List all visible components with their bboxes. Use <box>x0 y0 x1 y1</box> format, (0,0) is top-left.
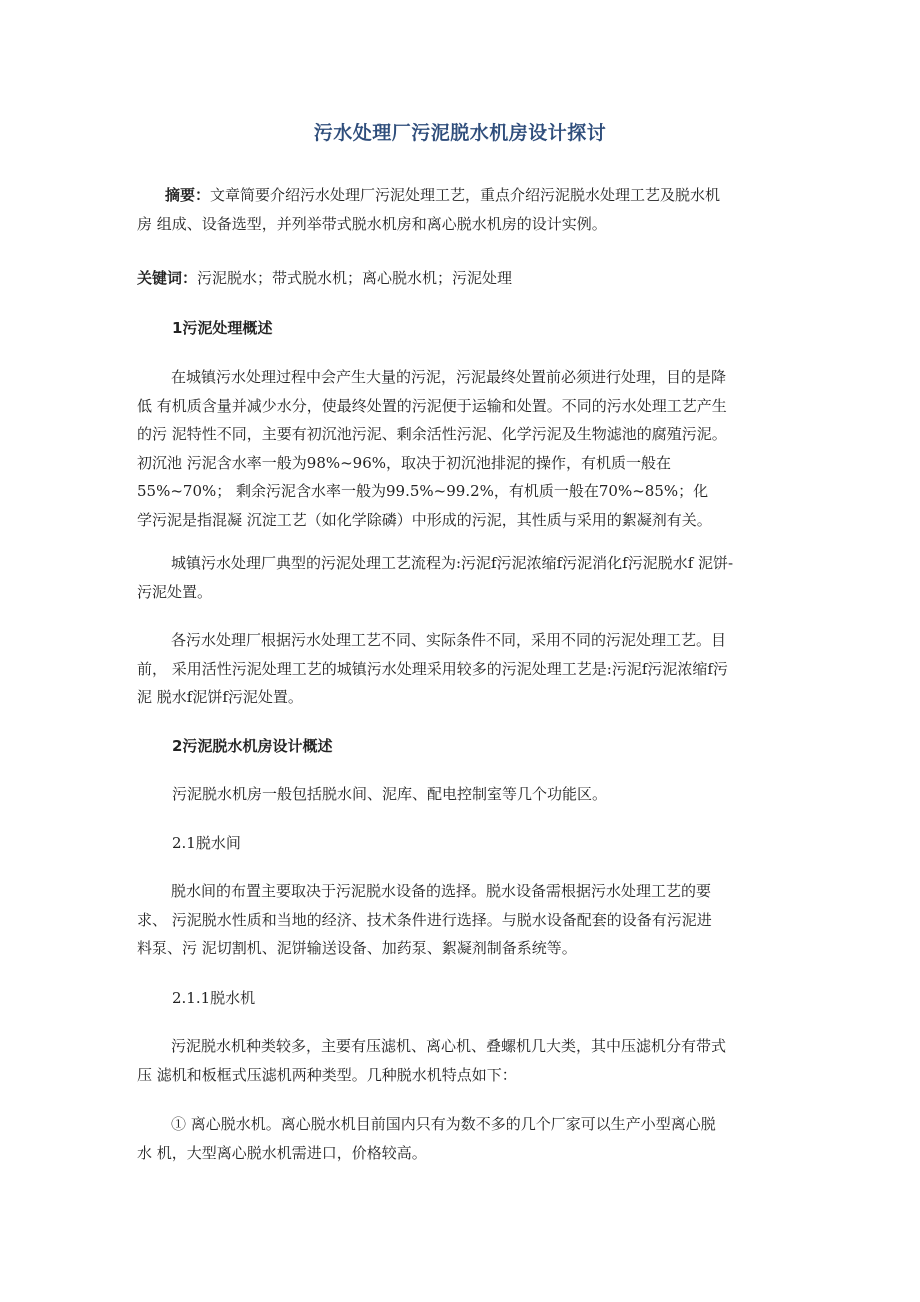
paragraph-dewatering-room <box>137 877 792 963</box>
document-title: 污水处理厂污泥脱水机房设计探讨 <box>313 122 607 144</box>
text-line: 各污水处理厂根据污水处理工艺不同、实际条件不同，采用不同的污泥处理工艺。目 <box>171 631 727 649</box>
text-line: 前， 采用活性污泥处理工艺的城镇污水处理采用较多的污泥处理工艺是:污泥f污泥浓缩f污 <box>137 659 728 678</box>
text-line: 低 有机质含量并减少水分，使最终处置的污泥便于运输和处置。不同的污水处理工艺产生 <box>137 396 727 415</box>
text-line: 城镇污水处理厂典型的污泥处理工艺流程为:污泥f污泥浓缩f污泥消化f污泥脱水f 泥饼- <box>171 554 734 572</box>
paragraph-sludge-overview <box>137 363 792 534</box>
abstract-label: 摘要： <box>165 186 211 204</box>
keywords-paragraph <box>137 264 792 293</box>
text-line: 55%~70%； 剩余污泥含水率一般为99.5%~99.2%，有机质一般在70%~85%；化 <box>137 482 709 500</box>
text-line: 料泵、污 泥切割机、泥饼输送设备、加药泵、絮凝剂制备系统等。 <box>137 939 577 957</box>
keywords-text: 污泥脱水；带式脱水机；离心脱水机；污泥处理 <box>197 269 513 287</box>
paragraph-dewatering-machines <box>137 1032 792 1089</box>
text-line: 的污 泥特性不同，主要有初沉池污泥、剩余活性污泥、化学污泥及生物滤池的腐殖污泥。 <box>137 425 727 443</box>
text-line: 压 滤机和板框式压滤机两种类型。几种脱水机特点如下： <box>137 1065 517 1084</box>
abstract-line-1: 文章简要介绍污水处理厂污泥处理工艺，重点介绍污泥脱水处理工艺及脱水机 <box>210 186 721 204</box>
text-line: 初沉池 污泥含水率一般为98%~96%，取决于初沉池排泥的操作，有机质一般在 <box>137 453 672 472</box>
abstract-paragraph <box>137 181 792 238</box>
text-line: 污泥脱水机种类较多，主要有压滤机、离心机、叠螺机几大类，其中压滤机分有带式 <box>171 1037 727 1055</box>
text-line: 在城镇污水处理过程中会产生大量的污泥，污泥最终处置前必须进行处理，目的是降 <box>171 368 727 386</box>
text-line: ① 离心脱水机。离心脱水机目前国内只有为数不多的几个厂家可以生产小型离心脱 <box>171 1115 716 1133</box>
paragraph-process-choice <box>137 626 792 712</box>
subsection-heading-2-1-1: 2.1.1脱水机 <box>172 989 256 1007</box>
text-line: 水 机，大型离心脱水机需进口，价格较高。 <box>137 1143 427 1162</box>
keywords-label: 关键词： <box>137 269 198 287</box>
text-line: 污泥处置。 <box>137 582 213 601</box>
abstract-line-2: 房 组成、设备选型，并列举带式脱水机房和离心脱水机房的设计实例。 <box>137 214 607 233</box>
subsection-heading-2-1: 2.1脱水间 <box>172 834 241 852</box>
text-line: 学污泥是指混凝 沉淀工艺（如化学除磷）中形成的污泥，其性质与采用的絮凝剂有关。 <box>137 510 712 529</box>
text-line: 求、 污泥脱水性质和当地的经济、技术条件进行选择。与脱水设备配套的设备有污泥进 <box>137 910 712 929</box>
text-line: 泥 脱水f泥饼f污泥处置。 <box>137 688 303 706</box>
text-line: 脱水间的布置主要取决于污泥脱水设备的选择。脱水设备需根据污水处理工艺的要 <box>171 882 712 900</box>
section-heading-1: 1污泥处理概述 <box>172 319 273 337</box>
paragraph-process-flow <box>137 549 792 606</box>
paragraph-room-composition: 污泥脱水机房一般包括脱水间、泥库、配电控制室等几个功能区。 <box>172 785 608 803</box>
section-heading-2: 2污泥脱水机房设计概述 <box>172 737 333 755</box>
paragraph-centrifuge <box>137 1110 792 1167</box>
